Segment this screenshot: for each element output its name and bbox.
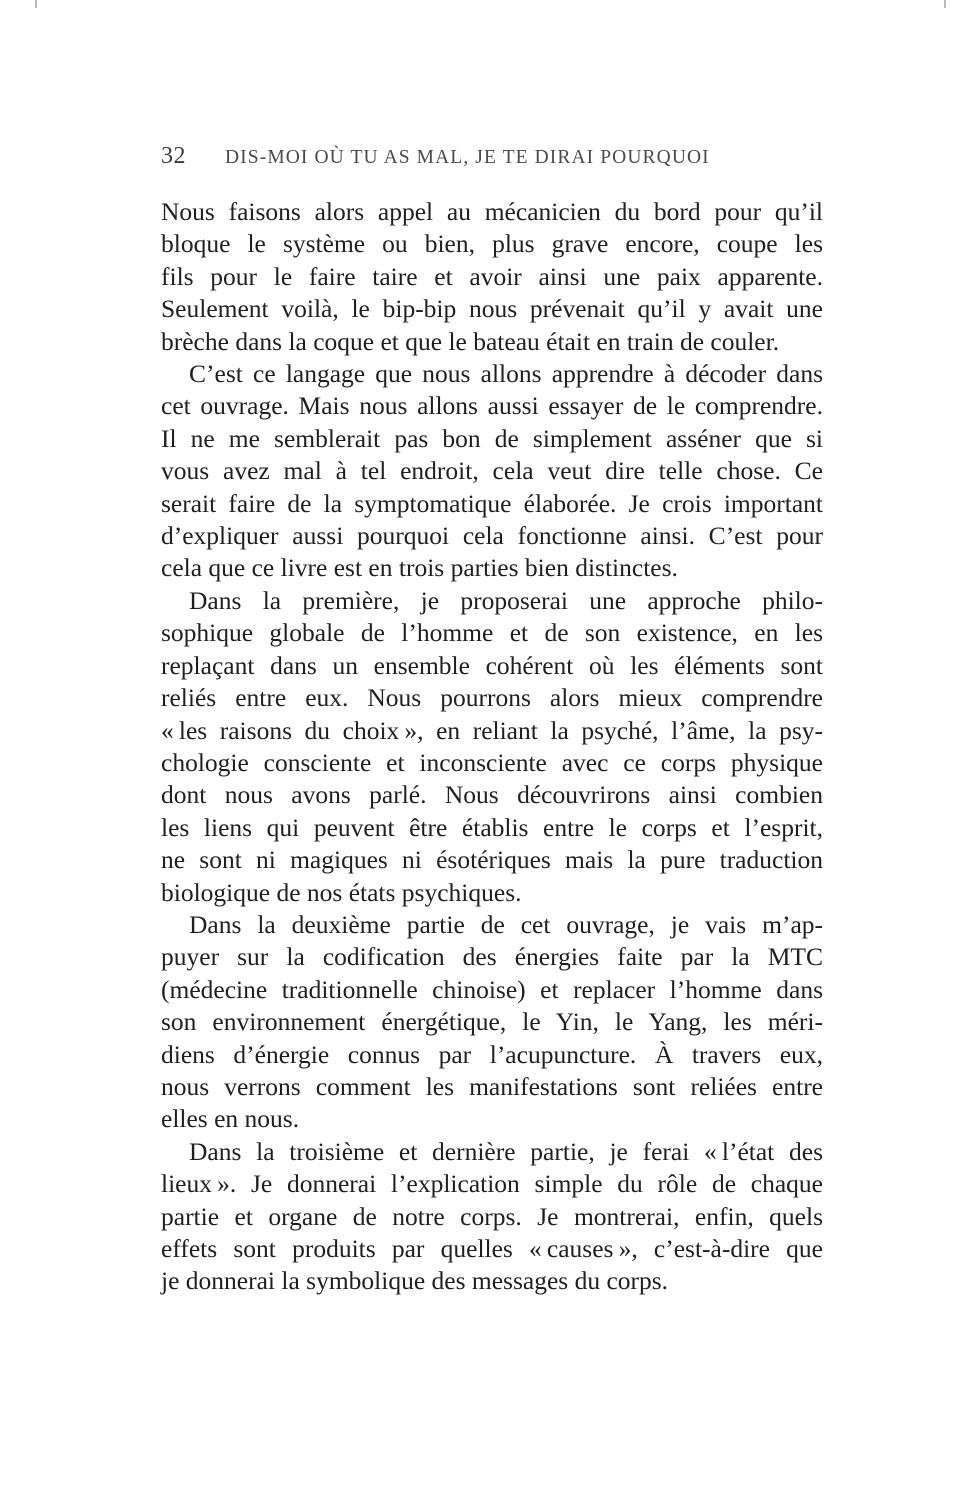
paragraph (161, 358, 823, 585)
text-line: d’expliquer aussi pourquoi cela fonctionne ainsi. C’est pour (161, 521, 823, 551)
text-line: reliés entre eux. Nous pourrons alors mieux comprendre (161, 683, 823, 713)
paragraph (161, 909, 823, 1136)
scan-mark-left (35, 0, 37, 8)
text-line: biologique de nos états psychiques. (161, 877, 522, 907)
text-line: ne sont ni magiques ni ésotériques mais la pure traduction (161, 845, 823, 875)
text-line: chologie consciente et inconsciente avec ce corps physique (161, 747, 823, 777)
text-line: vous avez mal à tel endroit, cela veut dire telle chose. Ce (161, 456, 823, 486)
text-line: Seulement voilà, le bip-bip nous prévenait qu’il y avait une (161, 294, 823, 324)
text-line: je donnerai la symbolique des messages du corps. (161, 1266, 669, 1296)
text-line: son environnement énergétique, le Yin, le Yang, les méri- (161, 1007, 823, 1037)
page-number: 32 (161, 143, 186, 169)
text-line: les liens qui peuvent être établis entre le corps et l’esprit, (161, 812, 823, 842)
text-line: « les raisons du choix », en reliant la psyché, l’âme, la psy- (161, 715, 823, 745)
text-line: replaçant dans un ensemble cohérent où les éléments sont (161, 650, 823, 680)
text-line: diens d’énergie connus par l’acupuncture. À travers eux, (161, 1039, 823, 1069)
page-header (161, 143, 823, 170)
text-line: Il ne me semblerait pas bon de simplement asséner que si (161, 423, 823, 453)
text-line: Dans la première, je proposerai une approche philo- (189, 585, 823, 615)
text-line: nous verrons comment les manifestations sont reliées entre (161, 1071, 823, 1101)
text-line: Nous faisons alors appel au mécanicien du bord pour qu’il (161, 197, 823, 226)
paragraph (161, 1136, 823, 1298)
text-line: cela que ce livre est en trois parties bien distinctes. (161, 553, 678, 583)
paragraph (161, 585, 823, 909)
text-line: fils pour le faire taire et avoir ainsi une paix apparente. (161, 261, 823, 291)
running-title: DIS-MOI OÙ TU AS MAL, JE TE DIRAI POURQUOI (225, 147, 710, 168)
text-line: sophique globale de l’homme et de son existence, en les (161, 618, 823, 648)
body-text (161, 196, 823, 1298)
text-line: brèche dans la coque et que le bateau était en train de couler. (161, 326, 780, 356)
scan-mark-right (944, 0, 946, 8)
text-line: Dans la troisième et dernière partie, je ferai « l’état des (189, 1136, 823, 1166)
text-line: dont nous avons parlé. Nous découvrirons ainsi combien (161, 780, 823, 810)
text-line: lieux ». Je donnerai l’explication simple du rôle de chaque (161, 1169, 823, 1199)
text-line: effets sont produits par quelles « causes », c’est-à-dire que (161, 1234, 823, 1263)
paragraph (161, 196, 823, 358)
text-line: C’est ce langage que nous allons apprendre à décoder dans (189, 359, 823, 389)
text-line: puyer sur la codification des énergies faite par la MTC (161, 942, 823, 972)
text-line: elles en nous. (161, 1104, 300, 1134)
text-line: cet ouvrage. Mais nous allons aussi essayer de le comprendre. (161, 391, 823, 421)
text-line: bloque le système ou bien, plus grave encore, coupe les (161, 229, 823, 259)
text-line: Dans la deuxième partie de cet ouvrage, je vais m’ap- (189, 909, 823, 939)
text-line: partie et organe de notre corps. Je montrerai, enfin, quels (161, 1201, 823, 1231)
text-line: serait faire de la symptomatique élaborée. Je crois important (161, 488, 823, 518)
text-line: (médecine traditionnelle chinoise) et replacer l’homme dans (161, 974, 823, 1004)
